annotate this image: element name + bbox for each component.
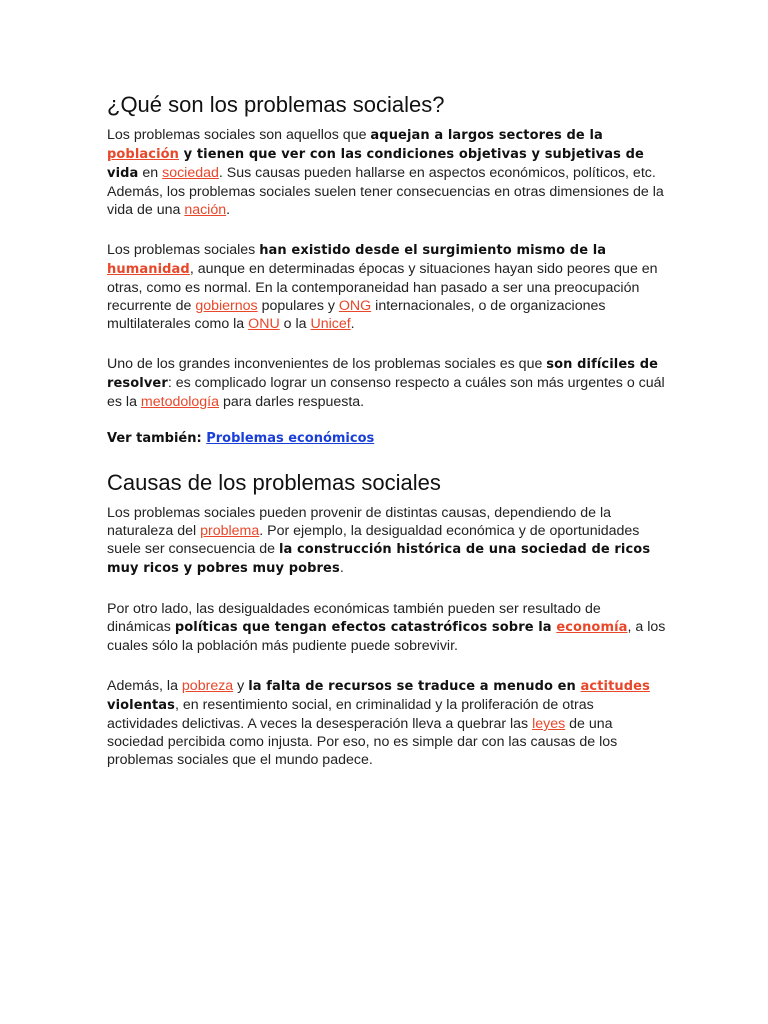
bold-text: políticas que tengan efectos catastróficos sobre la: [174, 620, 557, 635]
link-gobiernos[interactable]: gobiernos: [195, 298, 258, 314]
bold-span: son difíciles de resolver: [107, 357, 659, 391]
text-span: , en resentimiento social, en criminalidad y la proliferación de otras actividades delictivas. A veces la desesperación lleva a quebrar las: [107, 697, 594, 732]
link-actitudes[interactable]: actitudes: [580, 679, 650, 694]
text-span: . Sus causas pueden hallarse en aspectos económicos, políticos, etc. Además, los problemas sociales suelen tener consecuencias en otras dimensiones de la vida de una: [107, 165, 664, 218]
link-humanidad[interactable]: humanidad: [107, 262, 190, 277]
bold-text: aquejan a largos sectores de la: [370, 128, 603, 143]
text-span: Los problemas sociales son aquellos que: [107, 127, 371, 143]
text-span: y: [233, 678, 249, 694]
link-onu[interactable]: ONU: [248, 316, 280, 332]
text-span: o la: [279, 316, 311, 332]
bold-text: y tienen que ver con las condiciones objetivas y subjetivas de vida: [107, 147, 644, 181]
section-title-que-son: ¿Qué son los problemas sociales?: [107, 92, 445, 117]
paragraph-historia: [107, 241, 667, 333]
paragraph-definicion: [107, 126, 667, 219]
text-span: . Por ejemplo, la desigualdad económica y de oportunidades suele ser consecuencia de: [107, 523, 640, 557]
link-ong[interactable]: ONG: [338, 298, 372, 314]
link-sociedad[interactable]: sociedad: [162, 165, 219, 181]
bold-text: la falta de recursos se traduce a menudo en: [248, 679, 581, 694]
link-pobreza[interactable]: pobreza: [181, 678, 234, 694]
text-span: Uno de los grandes inconvenientes de los problemas sociales es que: [107, 356, 547, 372]
see-also-label: Ver también:: [107, 431, 207, 446]
text-span: para darles respuesta.: [219, 394, 365, 410]
text-span: de una sociedad percibida como injusta. Por eso, no es simple dar con las causas de los problemas sociales que el mundo padece.: [107, 716, 618, 768]
paragraph-causas: [107, 504, 667, 578]
text-span: : es complicado lograr un consenso respecto a cuáles son más urgentes o cuál es la: [107, 375, 665, 410]
link-problemas-economicos[interactable]: Problemas económicos: [206, 431, 375, 446]
text-span: .: [226, 202, 231, 218]
paragraph-inconvenientes: [107, 355, 667, 411]
text-span: internacionales, o de organizaciones multilaterales como la: [107, 298, 606, 332]
bold-span: [175, 620, 628, 635]
link-poblacion[interactable]: población: [107, 147, 180, 162]
bold-text: violentas: [107, 698, 176, 713]
link-problema[interactable]: problema: [200, 523, 260, 539]
link-nacion[interactable]: nación: [184, 202, 227, 218]
link-economia[interactable]: economía: [556, 620, 628, 635]
text-span: .: [350, 316, 355, 332]
text-span: Por otro lado, las desigualdades económicas también pueden ser resultado de dinámicas: [107, 601, 601, 635]
text-span: populares y: [257, 298, 339, 314]
link-metodologia[interactable]: metodología: [140, 394, 220, 410]
text-span: .: [339, 560, 344, 576]
bold-text: han existido desde el surgimiento mismo de la: [259, 243, 607, 258]
text-span: Los problemas sociales: [107, 242, 260, 258]
link-unicef[interactable]: Unicef: [310, 316, 351, 332]
paragraph-desigualdades: [107, 600, 667, 655]
text-span: en: [138, 165, 163, 181]
article: [107, 92, 667, 791]
text-span: , aunque en determinadas épocas y situaciones hayan sido peores que en otras, como es normal. En la contemporaneidad han pasado a ser una preocupación recurrente de: [107, 261, 658, 314]
see-also: [107, 430, 667, 448]
link-leyes[interactable]: leyes: [532, 716, 566, 732]
text-span: , a los cuales sólo la población más pudiente puede sobrevivir.: [107, 619, 666, 654]
paragraph-pobreza: [107, 677, 667, 769]
bold-span: la construcción histórica de una sociedad de ricos muy ricos y pobres muy pobres: [107, 542, 651, 576]
section-title-causas: Causas de los problemas sociales: [107, 470, 441, 495]
text-span: Los problemas sociales pueden provenir de distintas causas, dependiendo de la naturaleza del: [107, 505, 611, 539]
text-span: Además, la: [107, 678, 182, 694]
